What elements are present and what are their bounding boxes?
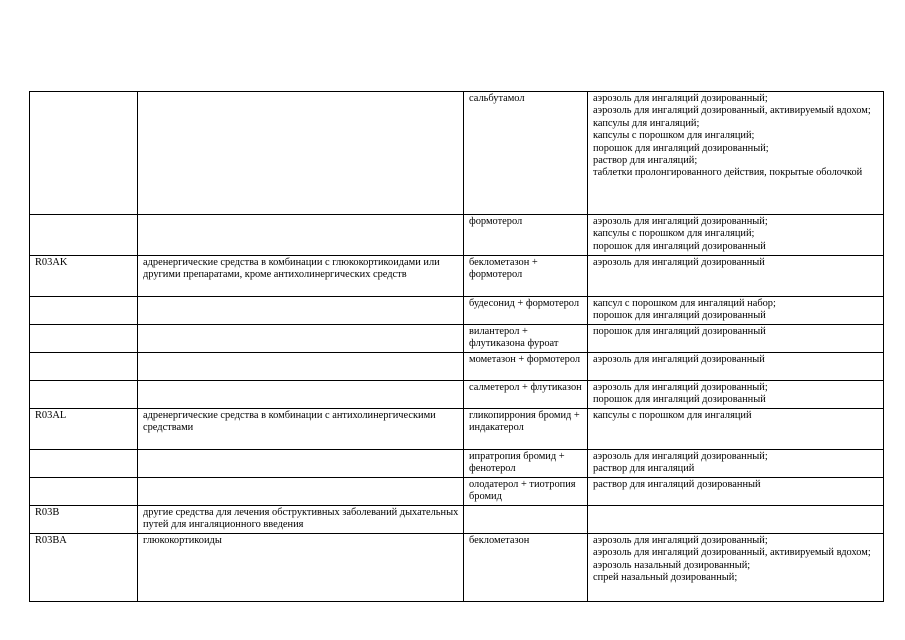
table-row	[30, 325, 884, 353]
table-row	[30, 409, 884, 450]
drug-name-cell: мометазон + формотерол	[464, 353, 588, 381]
dosage-form-cell	[588, 353, 884, 381]
dosage-form-cell	[588, 215, 884, 256]
dosage-form-item: порошок для ингаляций дозированный	[593, 240, 766, 252]
table-row	[30, 256, 884, 297]
drug-table	[29, 91, 884, 602]
dosage-form-item: таблетки пролонгированного действия, покрытые оболочкой	[593, 167, 863, 179]
atc-group-cell: адренергические средства в комбинации с антихолинергическими средствами	[138, 409, 464, 450]
dosage-form-cell	[588, 478, 884, 506]
drug-name-cell: будесонид + формотерол	[464, 297, 588, 325]
dosage-form-cell	[588, 450, 884, 478]
drug-name-cell: беклометазон	[464, 534, 588, 602]
dosage-form-cell	[588, 506, 884, 534]
dosage-form-cell	[588, 534, 884, 602]
dosage-form-item: капсулы для ингаляций;	[593, 117, 700, 129]
dosage-form-item: аэрозоль для ингаляций дозированный;	[593, 451, 768, 462]
dosage-form-item: аэрозоль для ингаляций дозированный;	[593, 216, 768, 227]
atc-group-cell	[138, 215, 464, 256]
atc-group-cell: адренергические средства в комбинации с глюкокортикоидами или другими препаратами, кроме антихолинергических средств	[138, 256, 464, 297]
dosage-form-item: аэрозоль для ингаляций дозированный;	[593, 93, 768, 104]
drug-name-cell: салметерол + флутиказон	[464, 381, 588, 409]
atc-group-cell	[138, 92, 464, 215]
atc-code-cell	[30, 381, 138, 409]
atc-code-cell	[30, 325, 138, 353]
dosage-form-item: порошок для ингаляций дозированный	[593, 326, 766, 337]
drug-name-cell: вилантерол + флутиказона фуроат	[464, 325, 588, 353]
drug-name-cell: ипратропия бромид + фенотерол	[464, 450, 588, 478]
atc-code-cell	[30, 450, 138, 478]
atc-code-cell	[30, 478, 138, 506]
dosage-form-item: порошок для ингаляций дозированный;	[593, 142, 769, 154]
atc-code-cell: R03B	[30, 506, 138, 534]
atc-code-cell	[30, 353, 138, 381]
table-row	[30, 381, 884, 409]
atc-code-cell	[30, 92, 138, 215]
atc-group-cell	[138, 450, 464, 478]
drug-name-cell: сальбутамол	[464, 92, 588, 215]
drug-name-cell	[464, 506, 588, 534]
table-row	[30, 534, 884, 602]
dosage-form-item: аэрозоль для ингаляций дозированный, активируемый вдохом;	[593, 547, 871, 559]
dosage-form-cell	[588, 381, 884, 409]
dosage-form-item: аэрозоль для ингаляций дозированный	[593, 257, 765, 268]
drug-name-cell: олодатерол + тиотропия бромид	[464, 478, 588, 506]
atc-code-cell: R03AL	[30, 409, 138, 450]
table-row	[30, 450, 884, 478]
dosage-form-item: раствор для ингаляций дозированный	[593, 479, 761, 490]
dosage-form-item: капсулы с порошком для ингаляций	[593, 410, 752, 421]
table-row	[30, 506, 884, 534]
dosage-form-item: капсулы с порошком для ингаляций;	[593, 228, 755, 240]
dosage-form-item: аэрозоль для ингаляций дозированный	[593, 354, 765, 365]
table-row	[30, 92, 884, 215]
table-row	[30, 353, 884, 381]
dosage-form-item: порошок для ингаляций дозированный	[593, 310, 766, 322]
atc-code-cell: R03AK	[30, 256, 138, 297]
dosage-form-item: капсул с порошком для ингаляций набор;	[593, 298, 776, 309]
dosage-form-cell	[588, 297, 884, 325]
atc-code-cell: R03BA	[30, 534, 138, 602]
atc-code-cell	[30, 215, 138, 256]
dosage-form-cell	[588, 325, 884, 353]
atc-group-cell: глюкокортикоиды	[138, 534, 464, 602]
dosage-form-item: раствор для ингаляций;	[593, 155, 698, 167]
atc-group-cell: другие средства для лечения обструктивных заболеваний дыхательных путей для ингаляционного введения	[138, 506, 464, 534]
atc-code-cell	[30, 297, 138, 325]
atc-group-cell	[138, 353, 464, 381]
drug-name-cell: беклометазон + формотерол	[464, 256, 588, 297]
dosage-form-item: порошок для ингаляций дозированный	[593, 394, 766, 406]
table-row	[30, 297, 884, 325]
atc-group-cell	[138, 297, 464, 325]
dosage-form-item: аэрозоль для ингаляций дозированный;	[593, 535, 768, 546]
table-row	[30, 478, 884, 506]
atc-group-cell	[138, 325, 464, 353]
atc-group-cell	[138, 478, 464, 506]
dosage-form-item: аэрозоль для ингаляций дозированный, активируемый вдохом;	[593, 105, 871, 117]
dosage-form-item: спрей назальный дозированный;	[593, 572, 738, 584]
table-row	[30, 215, 884, 256]
dosage-form-item: аэрозоль назальный дозированный;	[593, 559, 751, 571]
drug-table-body	[30, 92, 884, 602]
dosage-form-cell	[588, 92, 884, 215]
atc-group-cell	[138, 381, 464, 409]
dosage-form-item: аэрозоль для ингаляций дозированный;	[593, 382, 768, 393]
drug-name-cell: гликопиррония бромид + индакатерол	[464, 409, 588, 450]
drug-name-cell: формотерол	[464, 215, 588, 256]
dosage-form-cell	[588, 256, 884, 297]
dosage-form-cell	[588, 409, 884, 450]
dosage-form-item: капсулы с порошком для ингаляций;	[593, 130, 755, 142]
dosage-form-item: раствор для ингаляций	[593, 463, 695, 475]
